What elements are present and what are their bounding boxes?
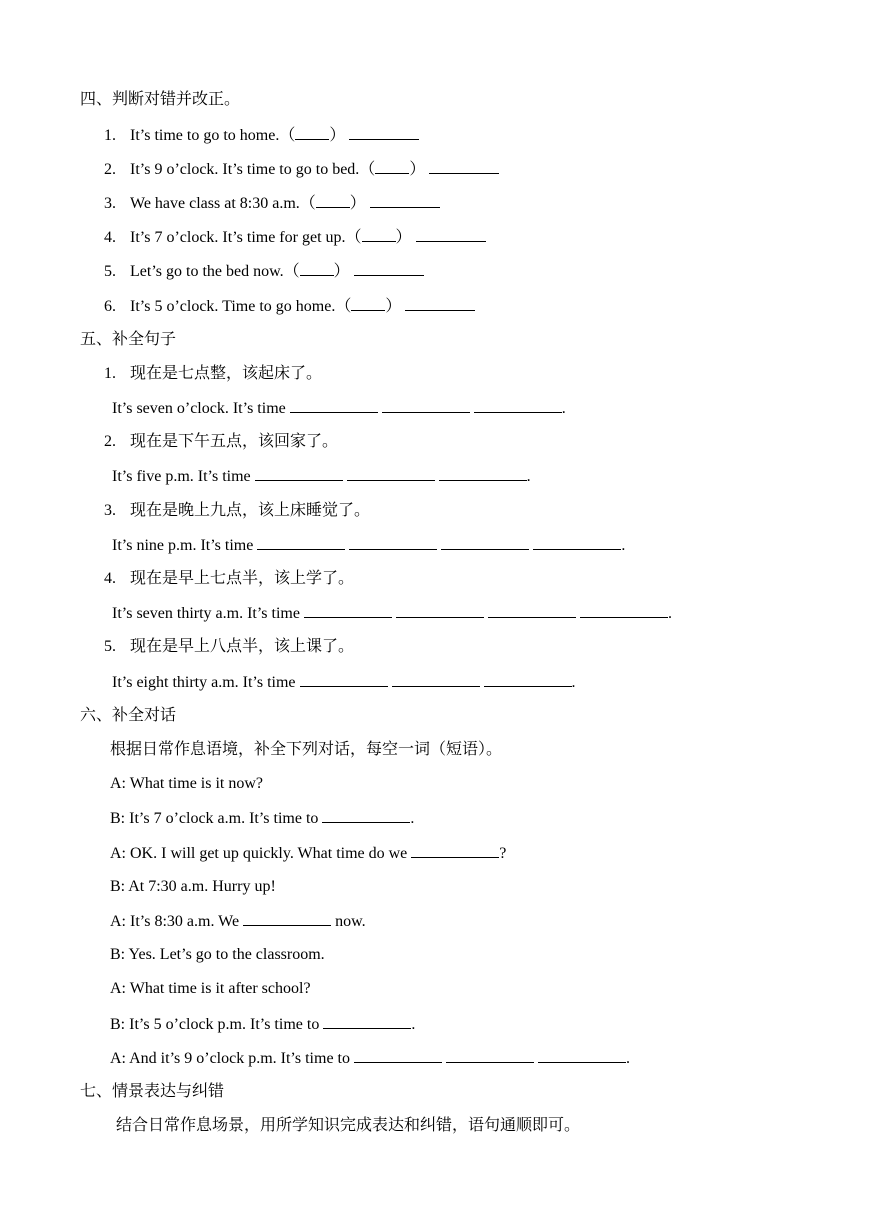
english-sentence: It’s nine p.m. It’s time	[112, 537, 254, 554]
item-text: It’s 5 o’clock. Time to go home.	[130, 298, 336, 315]
judge-item-1	[104, 125, 419, 146]
answer-blank[interactable]	[255, 466, 343, 481]
answer-blank[interactable]	[322, 808, 410, 823]
answer-blank[interactable]	[580, 603, 668, 618]
correction-blank[interactable]	[349, 125, 419, 140]
paren-left: （	[283, 263, 300, 280]
dialogue-line-3	[110, 843, 506, 864]
item-text: It’s 9 o’clock. It’s time to go to bed.	[130, 161, 360, 178]
answer-blank[interactable]	[441, 535, 529, 550]
item-number: 1.	[104, 365, 116, 382]
judge-item-5	[104, 261, 424, 282]
dialogue-text: A: What time is it after school?	[110, 980, 311, 997]
section-5-heading: 五、补全句子	[80, 331, 177, 348]
item-number: 3.	[104, 195, 116, 212]
item-text: Let’s go to the bed now.	[130, 263, 284, 280]
dialogue-text: B: It’s 7 o’clock a.m. It’s time to	[110, 810, 319, 827]
answer-blank[interactable]	[290, 398, 378, 413]
section-7-instruction: 结合日常作息场景，用所学知识完成表达和纠错，语句通顺即可。	[116, 1117, 581, 1134]
dialogue-end: .	[411, 1016, 416, 1033]
item-number: 5.	[104, 263, 116, 280]
sentence-4-chinese	[104, 569, 354, 589]
sentence-4-english	[112, 603, 672, 624]
dialogue-text: A: It’s 8:30 a.m. We	[110, 913, 240, 930]
item-text: It’s 7 o’clock. It’s time for get up.	[130, 229, 346, 246]
answer-blank[interactable]	[243, 911, 331, 926]
chinese-prompt: 现在是下午五点，该回家了。	[130, 433, 339, 450]
answer-blank[interactable]	[349, 535, 437, 550]
item-number: 1.	[104, 127, 116, 144]
answer-blank[interactable]	[382, 398, 470, 413]
answer-blank[interactable]	[323, 1014, 411, 1029]
answer-blank[interactable]	[300, 672, 388, 687]
paren-right: ）	[385, 298, 402, 315]
paren-left: （	[299, 195, 316, 212]
chinese-prompt: 现在是早上七点半，该上学了。	[130, 570, 355, 587]
dialogue-text: A: OK. I will get up quickly. What time do we	[110, 845, 408, 862]
sentence-end: .	[667, 605, 672, 622]
paren-right: ）	[395, 229, 412, 246]
paren-right: ）	[349, 195, 366, 212]
section-6-instruction: 根据日常作息语境，补全下列对话，每空一词（短语）。	[110, 741, 503, 758]
dialogue-end: .	[410, 810, 415, 827]
english-sentence: It’s seven o’clock. It’s time	[112, 400, 286, 417]
answer-blank[interactable]	[354, 1048, 442, 1063]
item-number: 4.	[104, 229, 116, 246]
english-sentence: It’s seven thirty a.m. It’s time	[112, 605, 300, 622]
paren-left: （	[335, 298, 352, 315]
paren-left: （	[345, 229, 362, 246]
dialogue-text: A: And it’s 9 o’clock p.m. It’s time to	[110, 1050, 350, 1067]
correction-blank[interactable]	[370, 193, 440, 208]
sentence-5-english	[112, 672, 576, 693]
paren-left: （	[279, 127, 296, 144]
sentence-end: .	[571, 674, 576, 691]
judge-item-6	[104, 296, 475, 317]
dialogue-text: B: Yes. Let’s go to the classroom.	[110, 946, 325, 963]
judge-blank[interactable]	[295, 125, 329, 140]
dialogue-line-5	[110, 911, 366, 932]
item-text: We have class at 8:30 a.m.	[130, 195, 300, 212]
answer-blank[interactable]	[484, 672, 572, 687]
sentence-end: .	[526, 468, 531, 485]
item-number: 6.	[104, 298, 116, 315]
paren-right: ）	[409, 161, 426, 178]
english-sentence: It’s five p.m. It’s time	[112, 468, 251, 485]
judge-blank[interactable]	[316, 193, 350, 208]
item-number: 5.	[104, 638, 116, 655]
answer-blank[interactable]	[538, 1048, 626, 1063]
answer-blank[interactable]	[488, 603, 576, 618]
sentence-3-chinese	[104, 501, 370, 521]
dialogue-line-9	[110, 1048, 630, 1069]
answer-blank[interactable]	[474, 398, 562, 413]
answer-blank[interactable]	[257, 535, 345, 550]
sentence-1-english	[112, 398, 566, 419]
item-number: 4.	[104, 570, 116, 587]
paren-right: ）	[333, 263, 350, 280]
answer-blank[interactable]	[347, 466, 435, 481]
dialogue-end: .	[625, 1050, 630, 1067]
judge-blank[interactable]	[300, 261, 334, 276]
answer-blank[interactable]	[446, 1048, 534, 1063]
judge-blank[interactable]	[375, 159, 409, 174]
answer-blank[interactable]	[396, 603, 484, 618]
sentence-2-english	[112, 466, 531, 487]
chinese-prompt: 现在是七点整，该起床了。	[130, 365, 323, 382]
answer-blank[interactable]	[304, 603, 392, 618]
judge-blank[interactable]	[351, 296, 385, 311]
correction-blank[interactable]	[429, 159, 499, 174]
judge-item-3	[104, 193, 440, 214]
correction-blank[interactable]	[405, 296, 475, 311]
dialogue-line-7	[110, 979, 311, 999]
sentence-3-english	[112, 535, 625, 556]
chinese-prompt: 现在是早上八点半，该上课了。	[130, 638, 355, 655]
judge-item-4	[104, 227, 486, 248]
dialogue-end: now.	[335, 913, 366, 930]
dialogue-line-6	[110, 945, 325, 965]
item-number: 2.	[104, 433, 116, 450]
answer-blank[interactable]	[411, 843, 499, 858]
sentence-end: .	[621, 537, 626, 554]
answer-blank[interactable]	[392, 672, 480, 687]
item-number: 2.	[104, 161, 116, 178]
dialogue-line-4	[110, 877, 276, 897]
item-number: 3.	[104, 502, 116, 519]
paren-right: ）	[329, 127, 346, 144]
section-7-heading: 七、情景表达与纠错	[80, 1083, 225, 1100]
dialogue-text: B: At 7:30 a.m. Hurry up!	[110, 878, 276, 895]
answer-blank[interactable]	[533, 535, 621, 550]
judge-blank[interactable]	[362, 227, 396, 242]
section-4-heading: 四、判断对错并改正。	[80, 91, 241, 108]
dialogue-line-2	[110, 808, 414, 829]
correction-blank[interactable]	[416, 227, 486, 242]
judge-item-2	[104, 159, 499, 180]
sentence-2-chinese	[104, 432, 338, 452]
dialogue-line-1	[110, 774, 263, 794]
english-sentence: It’s eight thirty a.m. It’s time	[112, 674, 296, 691]
correction-blank[interactable]	[354, 261, 424, 276]
dialogue-end: ?	[499, 845, 507, 862]
paren-left: （	[359, 161, 376, 178]
sentence-5-chinese	[104, 637, 354, 657]
dialogue-text: A: What time is it now?	[110, 775, 264, 792]
sentence-end: .	[561, 400, 566, 417]
dialogue-line-8	[110, 1014, 415, 1035]
sentence-1-chinese	[104, 364, 322, 384]
section-6-heading: 六、补全对话	[80, 707, 177, 724]
item-text: It’s time to go to home.	[130, 127, 280, 144]
chinese-prompt: 现在是晚上九点，该上床睡觉了。	[130, 502, 371, 519]
dialogue-text: B: It’s 5 o’clock p.m. It’s time to	[110, 1016, 320, 1033]
answer-blank[interactable]	[439, 466, 527, 481]
